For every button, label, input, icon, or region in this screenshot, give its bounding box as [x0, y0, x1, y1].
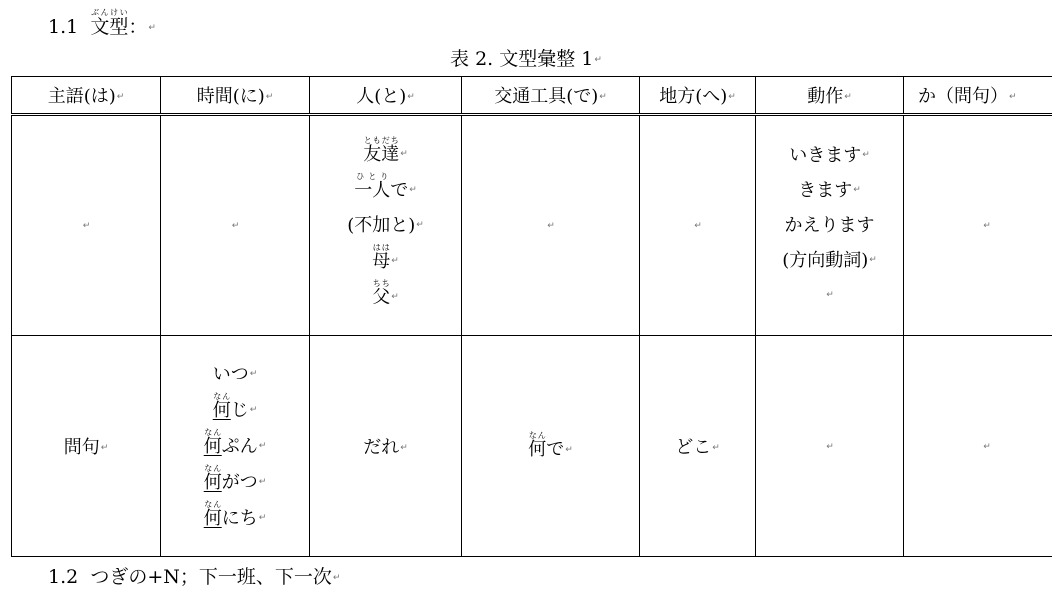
table-cell-person [310, 115, 462, 336]
cell-mark-icon: ↵ [983, 441, 991, 452]
table-row [12, 336, 1052, 557]
paragraph-mark-icon: ↵ [332, 573, 341, 583]
cell-line: 何なんがつ↵ [203, 463, 267, 493]
cell-line: 何なんにち↵ [203, 499, 267, 529]
cell-line: いきます↵ [789, 145, 870, 166]
section-title: 文型ぶんけい [90, 8, 129, 38]
section-title: つぎの+N；下一班、下一次 [90, 566, 332, 588]
table-cell-empty [12, 115, 161, 336]
header-cell: 人(と)↵ [310, 77, 462, 115]
cell-mark-icon: ↵ [116, 92, 125, 102]
cell-mark-icon: ↵ [844, 92, 852, 102]
cell-line: ↵ [826, 290, 834, 301]
header-cell: 主語(は)↵ [12, 77, 161, 115]
table-cell-empty [756, 336, 904, 557]
cell-mark-icon: ↵ [826, 441, 834, 452]
section-number: 1.2 [48, 566, 79, 588]
cell-line: 母はは↵ [372, 243, 399, 272]
cell-mark-icon: ↵ [1009, 92, 1017, 102]
cell-mark-icon: ↵ [694, 221, 702, 231]
table-cell-person: だれ↵ [310, 336, 462, 557]
cell-line: いつ↵ [212, 363, 258, 385]
paragraph-mark-icon: ↵ [148, 23, 156, 33]
cell-mark-icon: ↵ [231, 221, 240, 231]
header-cell: 時間(に)↵ [161, 77, 310, 115]
table-cell-transport: 何なんで↵ [462, 336, 640, 557]
cell-mark-icon: ↵ [265, 92, 274, 102]
grammar-table [11, 76, 1052, 557]
cell-line: きます↵ [798, 180, 861, 201]
section-number: 1.1 [48, 16, 79, 38]
table-header-row [12, 77, 1052, 115]
table-cell-empty [462, 115, 640, 336]
header-cell: 動作↵ [756, 77, 904, 115]
cell-line: かえります [784, 215, 875, 236]
cell-line: 父ちち↵ [372, 279, 399, 308]
cell-mark-icon: ↵ [983, 221, 991, 231]
cell-line: (方向動詞)↵ [782, 250, 877, 271]
cell-mark-icon: ↵ [599, 92, 607, 102]
table-cell-empty [904, 336, 1052, 557]
cell-mark-icon: ↵ [82, 221, 91, 231]
table-cell-subject: 問句↵ [12, 336, 161, 557]
table-cell-place: どこ↵ [640, 336, 756, 557]
cell-line: 一人ひとりで↵ [354, 172, 417, 201]
cell-mark-icon: ↵ [547, 221, 555, 231]
table-cell-empty [161, 115, 310, 336]
section-heading-1-1: 1.1 文型ぶんけい：↵ [48, 8, 156, 38]
header-cell: 地方(へ)↵ [640, 77, 756, 115]
cell-mark-icon: ↵ [407, 92, 415, 102]
cell-line: (不加と)↵ [347, 215, 424, 236]
table-row [12, 115, 1052, 336]
table-cell-action [756, 115, 904, 336]
header-cell: 交通工具(で)↵ [462, 77, 640, 115]
cell-line: 何なんぷん↵ [203, 427, 267, 457]
cell-line: 友達ともだち↵ [363, 136, 408, 165]
cell-line: 何なんじ↵ [212, 391, 258, 421]
paragraph-mark-icon: ↵ [594, 55, 602, 65]
table-cell-time [161, 336, 310, 557]
table-caption: 表 2. 文型彙整 1↵ [450, 48, 602, 70]
header-cell: か（問句）↵ [904, 77, 1052, 115]
table-cell-empty [640, 115, 756, 336]
table-cell-empty [904, 115, 1052, 336]
section-heading-1-2 [48, 562, 340, 589]
cell-mark-icon: ↵ [728, 92, 736, 102]
